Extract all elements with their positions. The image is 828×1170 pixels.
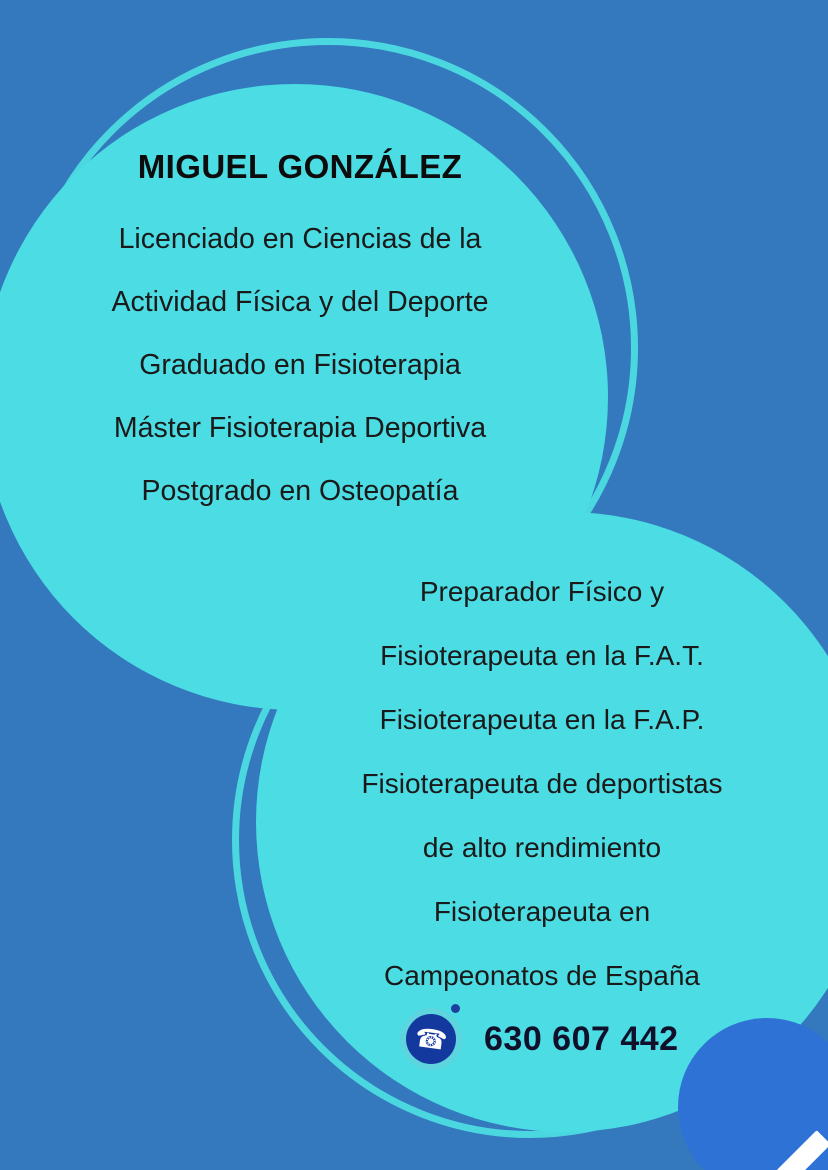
credential-line: Graduado en Fisioterapia — [139, 349, 461, 381]
phone-number[interactable]: 630 607 442 — [484, 1019, 679, 1058]
experience-line: Fisioterapeuta en — [433, 896, 651, 927]
contact-row[interactable] — [400, 1008, 679, 1070]
profile-name: MIGUEL GONZÁLEZ — [137, 148, 463, 185]
phone-icon-circle — [406, 1014, 456, 1064]
credentials-block — [20, 148, 580, 523]
phone-handset-glyph: ☎ — [412, 1021, 450, 1057]
phone-icon[interactable] — [400, 1008, 462, 1070]
experience-line: Preparador Físico y — [419, 576, 665, 607]
phone-icon-dot — [451, 1004, 460, 1013]
credential-line: Actividad Física y del Deporte — [111, 286, 489, 318]
experience-line: Fisioterapeuta en la F.A.T. — [380, 640, 704, 671]
experience-block — [262, 560, 822, 1008]
credential-line: Postgrado en Osteopatía — [141, 475, 459, 507]
experience-line: de alto rendimiento — [422, 832, 662, 863]
experience-line: Campeonatos de España — [384, 960, 700, 991]
experience-line: Fisioterapeuta en la F.A.P. — [379, 704, 705, 735]
credential-line: Licenciado en Ciencias de la — [118, 223, 482, 255]
experience-line: Fisioterapeuta de deportistas — [361, 768, 723, 799]
credential-line: Máster Fisioterapia Deportiva — [113, 412, 487, 444]
